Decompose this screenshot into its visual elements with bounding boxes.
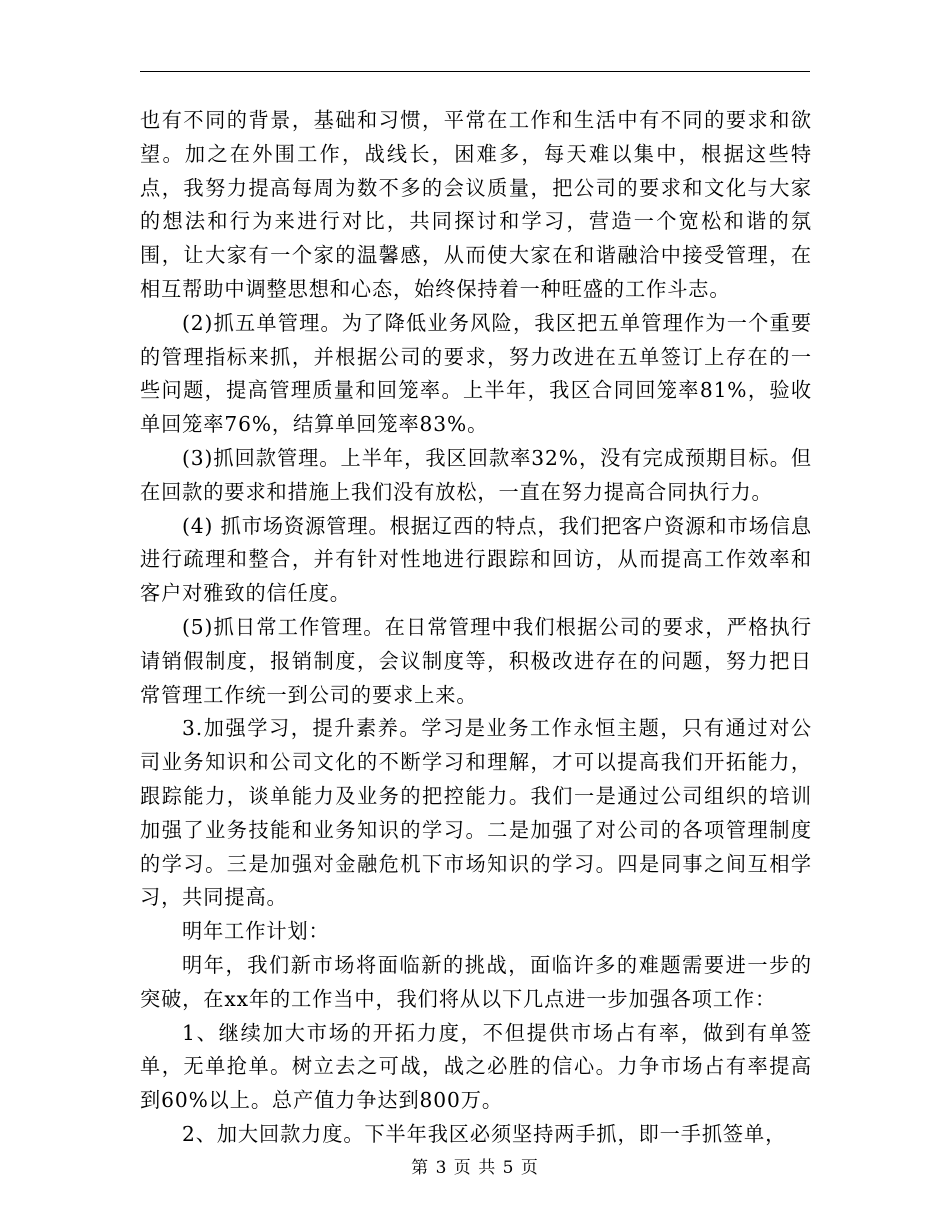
paragraph-3: (3)抓回款管理。上半年，我区回款率32%，没有完成预期目标。但在回款的要求和措施上我们没有放松，一直在努力提高合同执行力。 — [140, 445, 812, 504]
section-heading-next-year-plan: 明年工作计划： — [182, 919, 330, 944]
paragraph-8: 明年，我们新市场将面临新的挑战，面临许多的难题需要进一步的突破，在xx年的工作当中，我们将从以下几点进一步加强各项工作： — [140, 952, 812, 1011]
header-rule — [140, 71, 810, 72]
paragraph-9: 1、继续加大市场的开拓力度，不但提供市场占有率，做到有单签单，无单抢单。树立去之可战，战之必胜的信心。力争市场占有率提高到60%以上。总产值力争达到800万。 — [140, 1020, 812, 1113]
paragraph-5: (5)抓日常工作管理。在日常管理中我们根据公司的要求，严格执行请销假制度，报销制度，会议制度等，积极改进存在的问题，努力把日常管理工作统一到公司的要求上来。 — [140, 614, 812, 707]
paragraph-10: 2、加大回款力度。下半年我区必须坚持两手抓，即一手抓签单， — [182, 1121, 787, 1146]
paragraph-6: 3.加强学习，提升素养。学习是业务工作永恒主题，只有通过对公司业务知识和公司文化的不断学习和理解，才可以提高我们开拓能力，跟踪能力，谈单能力及业务的把控能力。我们一是通过公司组织的培训加强了业务技能和业务知识的学习。二是加强了对公司的各项管理制度的学习。三是加强对金融危机下市场知识的学习。四是同事之间互相学习，共同提高。 — [140, 716, 812, 910]
paragraph-1: 也有不同的背景，基础和习惯，平常在工作和生活中有不同的要求和欲望。加之在外围工作，战线长，困难多，每天难以集中，根据这些特点，我努力提高每周为数不多的会议质量，把公司的要求和文化与大家的想法和行为来进行对比，共同探讨和学习，营造一个宽松和谐的氛围，让大家有一个家的温馨感，从而使大家在和谐融洽中接受管理，在相互帮助中调整思想和心态，始终保持着一种旺盛的工作斗志。 — [140, 108, 812, 301]
paragraph-4: (4) 抓市场资源管理。根据辽西的特点，我们把客户资源和市场信息进行疏理和整合，并有针对性地进行跟踪和回访，从而提高工作效率和客户对雅致的信任度。 — [140, 513, 812, 606]
document-body — [140, 104, 812, 1152]
paragraph-2: (2)抓五单管理。为了降低业务风险，我区把五单管理作为一个重要的管理指标来抓，并根据公司的要求，努力改进在五单签订上存在的一些问题，提高管理质量和回笼率。上半年，我区合同回笼率81%，验收单回笼率76%，结算单回笼率83%。 — [140, 310, 812, 437]
page-number-footer: 第 3 页 共 5 页 — [411, 1158, 539, 1178]
